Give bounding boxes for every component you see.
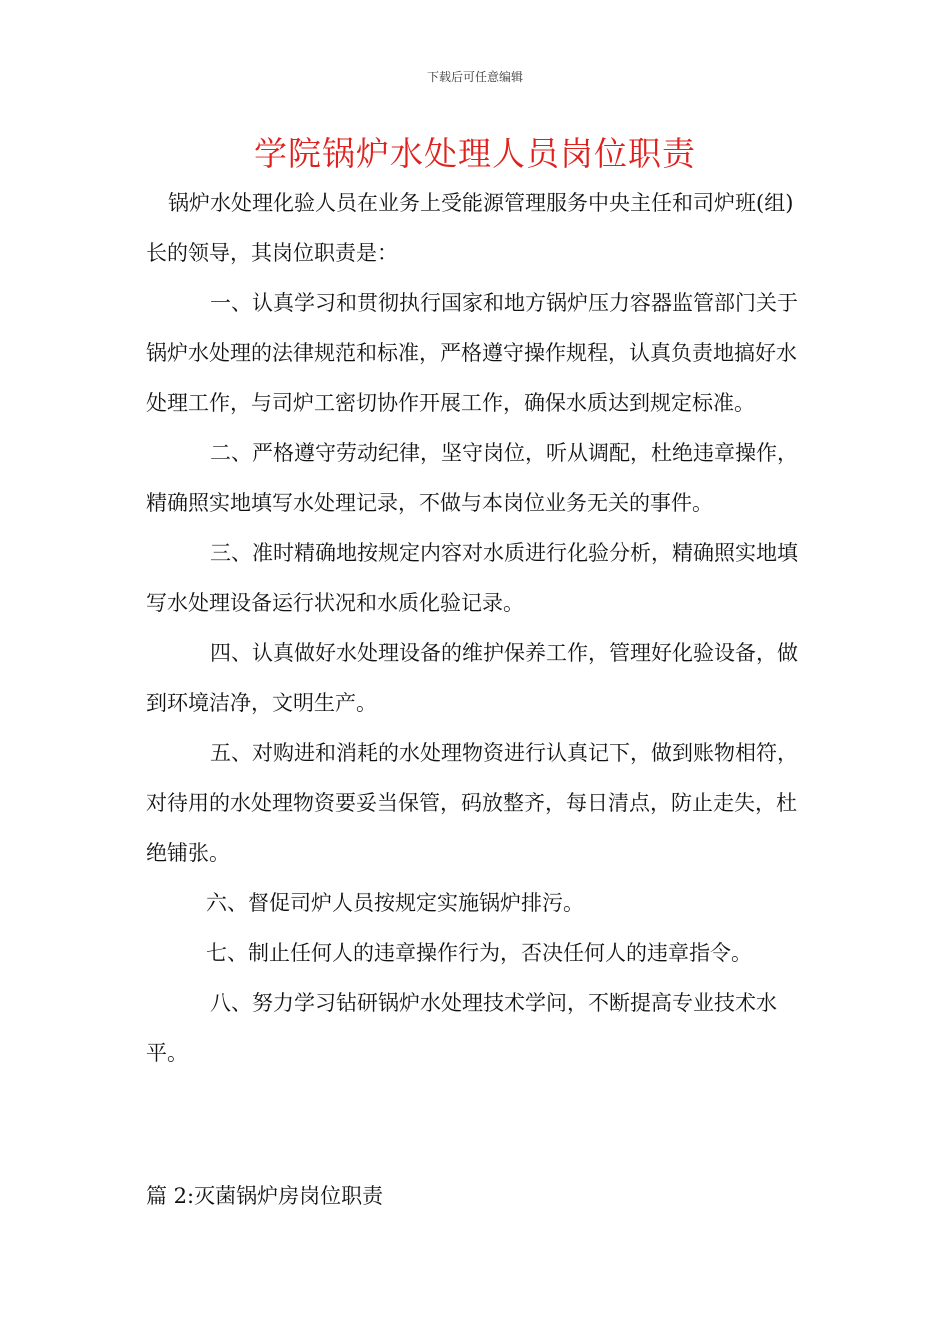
duty-item-7: 七、制止任何人的违章操作行为，否决任何人的违章指令。 (206, 941, 752, 965)
page-title: 学院锅炉水处理人员岗位职责 (254, 134, 696, 173)
duty-item-6: 六、督促司炉人员按规定实施锅炉排污。 (206, 891, 584, 915)
section-heading: 篇 2:灭菌锅炉房岗位职责 (146, 1184, 384, 1208)
duty-item-1: 一、认真学习和贯彻执行国家和地方锅炉压力容器监管部门关于锅炉水处理的法律规范和标准，严格遵守操作规程，认真负责地搞好水处理工作，与司炉工密切协作开展工作，确保水质达到规定标准。 (146, 291, 798, 415)
duty-item-8: 八、努力学习钻研锅炉水处理技术学问，不断提高专业技术水平。 (146, 991, 777, 1065)
document-body (146, 178, 810, 1078)
duty-item-2: 二、严格遵守劳动纪律，坚守岗位，听从调配，杜绝违章操作，精确照实地填写水处理记录，不做与本岗位业务无关的事件。 (146, 441, 798, 515)
intro-paragraph: 锅炉水处理化验人员在业务上受能源管理服务中央主任和司炉班(组)长的领导，其岗位职责是： (146, 191, 794, 265)
duty-item-4: 四、认真做好水处理设备的维护保养工作，管理好化验设备，做到环境洁净，文明生产。 (146, 641, 798, 715)
header-note: 下载后可任意编辑 (426, 70, 523, 84)
duty-item-5: 五、对购进和消耗的水处理物资进行认真记下，做到账物相符，对待用的水处理物资要妥当保管，码放整齐，每日清点，防止走失，杜绝铺张。 (146, 741, 798, 865)
duty-item-3: 三、准时精确地按规定内容对水质进行化验分析，精确照实地填写水处理设备运行状况和水质化验记录。 (146, 541, 798, 615)
